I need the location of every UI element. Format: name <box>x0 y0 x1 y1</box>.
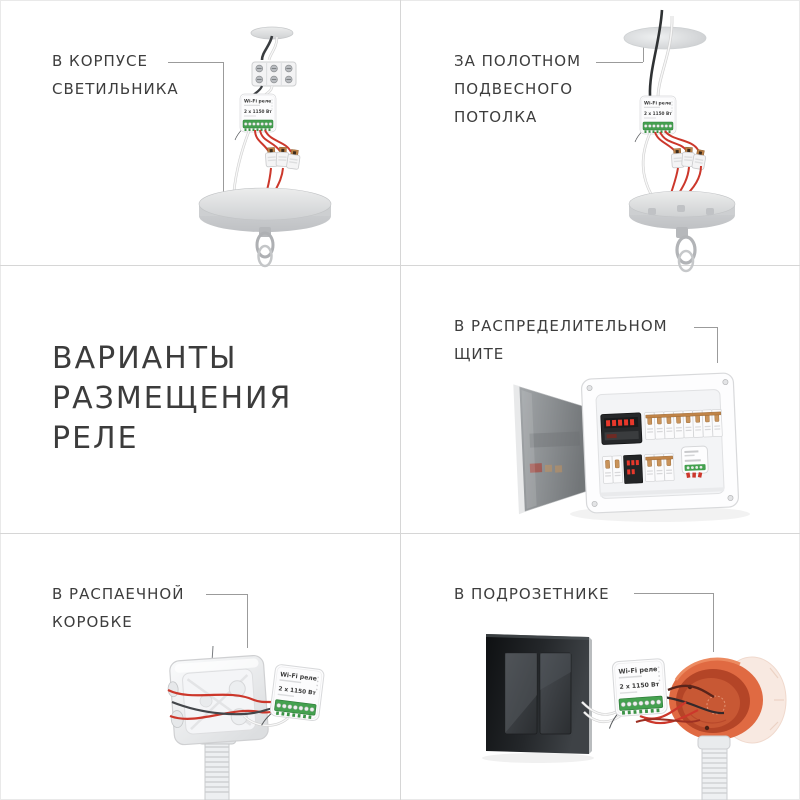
divider-vertical <box>400 0 401 800</box>
label-suspended-ceiling: ЗА ПОЛОТНОМ ПОДВЕСНОГО ПОТОЛКА <box>454 52 582 126</box>
ceiling-hole <box>624 27 706 49</box>
mounting-box <box>669 657 786 743</box>
illustration-flush-mount-box <box>450 600 795 800</box>
lamp-canopy <box>629 191 735 271</box>
wall-switch <box>486 634 592 754</box>
illustration-junction-box <box>150 600 370 800</box>
wago-connectors <box>265 147 301 169</box>
leader-flush-mount-box-h <box>634 593 713 594</box>
breaker-row-1 <box>645 409 723 439</box>
label-distribution-board: В РАСПРЕДЕЛИТЕЛЬНОМ ЩИТЕ <box>454 317 668 363</box>
page-title: ВАРИАНТЫ РАЗМЕЩЕНИЯ РЕЛЕ <box>52 341 293 456</box>
label-lamp-housing: В КОРПУСЕ СВЕТИЛЬНИКА <box>52 52 179 98</box>
label-flush-mount-box: В ПОДРОЗЕТНИКЕ <box>454 585 610 603</box>
leader-distribution-board-h <box>694 327 717 328</box>
illustration-suspended-ceiling <box>560 8 780 273</box>
leader-distribution-board-v <box>717 327 718 363</box>
corrugated-tube <box>698 736 730 800</box>
lamp-canopy <box>199 188 331 266</box>
breaker-row-2 <box>603 453 675 484</box>
label-junction-box: В РАСПАЕЧНОЙ КОРОБКЕ <box>52 585 185 631</box>
leader-junction-box-h <box>206 594 247 595</box>
electric-meter <box>601 413 642 445</box>
panel-door <box>513 381 591 514</box>
illustration-distribution-board <box>500 360 760 530</box>
illustration-lamp-housing <box>180 8 355 270</box>
